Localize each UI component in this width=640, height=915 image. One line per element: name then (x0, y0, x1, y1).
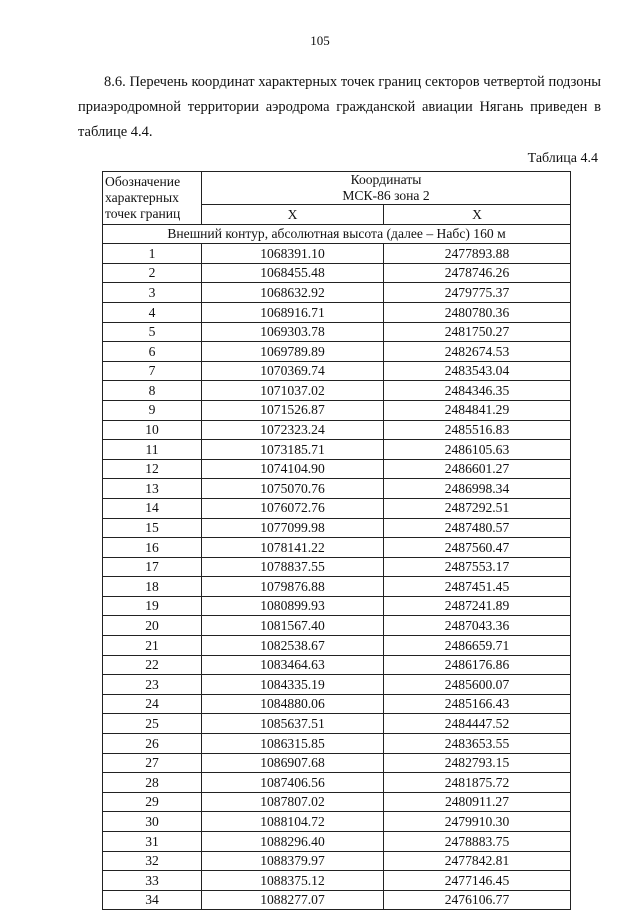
intro-paragraph: 8.6. Перечень координат характерных точек границ секторов четвертой подзоны приаэродромной территории аэродрома гражданской авиации Нягань приведен в таблице 4.4. (78, 74, 601, 140)
table-row (103, 420, 571, 440)
table-row (103, 283, 571, 303)
point-number-cell: 17 (103, 557, 202, 577)
point-number-cell: 22 (103, 655, 202, 675)
coord-x-cell: 1069789.89 (202, 342, 384, 362)
table-row (103, 322, 571, 342)
coord-x-cell: 1088277.07 (202, 890, 384, 910)
table-row (103, 694, 571, 714)
coord-x-cell: 1080899.93 (202, 596, 384, 616)
coord-y-cell: 2482793.15 (384, 753, 571, 773)
point-number-cell: 5 (103, 322, 202, 342)
coord-y-cell: 2484841.29 (384, 400, 571, 420)
table-row (103, 381, 571, 401)
coord-x-cell: 1072323.24 (202, 420, 384, 440)
point-number-cell: 18 (103, 577, 202, 597)
table-row (103, 577, 571, 597)
table-row (103, 890, 571, 910)
coord-x-cell: 1079876.88 (202, 577, 384, 597)
coord-y-cell: 2486659.71 (384, 636, 571, 656)
table-row (103, 812, 571, 832)
coord-x-cell: 1074104.90 (202, 459, 384, 479)
coord-x-cell: 1082538.67 (202, 636, 384, 656)
table-row (103, 479, 571, 499)
coord-y-cell: 2484346.35 (384, 381, 571, 401)
point-header-line1: Обозначение (105, 173, 181, 189)
table-caption: Таблица 4.4 (527, 151, 598, 166)
table-row (103, 734, 571, 754)
coord-y-cell: 2483653.55 (384, 734, 571, 754)
point-number-cell: 21 (103, 636, 202, 656)
point-number-cell: 12 (103, 459, 202, 479)
table-row (103, 773, 571, 793)
point-number-cell: 30 (103, 812, 202, 832)
coord-x-cell: 1088296.40 (202, 832, 384, 852)
point-header-line3: точек границ (105, 205, 181, 221)
point-number-cell: 16 (103, 538, 202, 558)
coord-y-cell: 2487241.89 (384, 596, 571, 616)
coord-y-cell: 2487043.36 (384, 616, 571, 636)
coord-x-cell: 1069303.78 (202, 322, 384, 342)
table-row (103, 518, 571, 538)
coord-x-cell: 1075070.76 (202, 479, 384, 499)
point-number-cell: 33 (103, 871, 202, 891)
table-row (103, 616, 571, 636)
table-row (103, 342, 571, 362)
coords-header-line2: МСК-86 зона 2 (342, 188, 430, 203)
table-row (103, 538, 571, 558)
coord-y-cell: 2487560.47 (384, 538, 571, 558)
table-row (103, 596, 571, 616)
table-row (103, 459, 571, 479)
coord-x-cell: 1068455.48 (202, 263, 384, 283)
table-row (103, 871, 571, 891)
table-row (103, 440, 571, 460)
coords-header-cell (202, 172, 571, 205)
coord-y-cell: 2487480.57 (384, 518, 571, 538)
coord-x-cell: 1084335.19 (202, 675, 384, 695)
point-number-cell: 26 (103, 734, 202, 754)
point-number-cell: 24 (103, 694, 202, 714)
coord-y-cell: 2485516.83 (384, 420, 571, 440)
coord-x-cell: 1085637.51 (202, 714, 384, 734)
coord-x-cell: 1078141.22 (202, 538, 384, 558)
table-row (103, 832, 571, 852)
coordinates-table (102, 171, 571, 910)
table-row (103, 302, 571, 322)
point-number-cell: 8 (103, 381, 202, 401)
table-header-row (103, 172, 571, 205)
point-header-cell (103, 172, 202, 225)
table-row (103, 400, 571, 420)
point-number-cell: 29 (103, 792, 202, 812)
axis-x-header: X (202, 205, 384, 225)
point-number-cell: 25 (103, 714, 202, 734)
point-header-line2: характерных (105, 189, 179, 205)
point-number-cell: 31 (103, 832, 202, 852)
table-row (103, 557, 571, 577)
table-row (103, 498, 571, 518)
coord-y-cell: 2477842.81 (384, 851, 571, 871)
table-row (103, 792, 571, 812)
point-number-cell: 13 (103, 479, 202, 499)
coord-y-cell: 2481750.27 (384, 322, 571, 342)
coord-x-cell: 1087807.02 (202, 792, 384, 812)
coord-y-cell: 2478883.75 (384, 832, 571, 852)
coord-y-cell: 2485600.07 (384, 675, 571, 695)
coord-y-cell: 2480911.27 (384, 792, 571, 812)
point-number-cell: 7 (103, 361, 202, 381)
coord-y-cell: 2486105.63 (384, 440, 571, 460)
coord-x-cell: 1084880.06 (202, 694, 384, 714)
table-row (103, 244, 571, 264)
coord-x-cell: 1068391.10 (202, 244, 384, 264)
point-number-cell: 27 (103, 753, 202, 773)
table-row (103, 753, 571, 773)
coord-x-cell: 1068632.92 (202, 283, 384, 303)
coord-x-cell: 1071037.02 (202, 381, 384, 401)
point-number-cell: 15 (103, 518, 202, 538)
coord-y-cell: 2485166.43 (384, 694, 571, 714)
table-row (103, 361, 571, 381)
coord-x-cell: 1088104.72 (202, 812, 384, 832)
point-number-cell: 4 (103, 302, 202, 322)
table-row (103, 263, 571, 283)
coord-x-cell: 1078837.55 (202, 557, 384, 577)
coord-x-cell: 1088375.12 (202, 871, 384, 891)
coord-y-cell: 2487292.51 (384, 498, 571, 518)
page-number: 105 (310, 33, 330, 48)
point-number-cell: 1 (103, 244, 202, 264)
coord-y-cell: 2486601.27 (384, 459, 571, 479)
point-number-cell: 10 (103, 420, 202, 440)
section-title: Внешний контур, абсолютная высота (далее – Набс) 160 м (103, 224, 571, 244)
coord-x-cell: 1081567.40 (202, 616, 384, 636)
table-row (103, 851, 571, 871)
coord-y-cell: 2487451.45 (384, 577, 571, 597)
point-number-cell: 6 (103, 342, 202, 362)
point-number-cell: 3 (103, 283, 202, 303)
point-number-cell: 23 (103, 675, 202, 695)
table-row (103, 655, 571, 675)
point-number-cell: 14 (103, 498, 202, 518)
coord-x-cell: 1088379.97 (202, 851, 384, 871)
point-number-cell: 2 (103, 263, 202, 283)
coord-y-cell: 2486176.86 (384, 655, 571, 675)
coord-y-cell: 2477893.88 (384, 244, 571, 264)
table-row (103, 636, 571, 656)
coord-x-cell: 1083464.63 (202, 655, 384, 675)
coord-y-cell: 2480780.36 (384, 302, 571, 322)
axis-y-header: X (384, 205, 571, 225)
coord-y-cell: 2483543.04 (384, 361, 571, 381)
coord-y-cell: 2479775.37 (384, 283, 571, 303)
coord-y-cell: 2486998.34 (384, 479, 571, 499)
coords-header-line1: Координаты (350, 172, 422, 187)
coord-y-cell: 2482674.53 (384, 342, 571, 362)
coord-y-cell: 2487553.17 (384, 557, 571, 577)
coord-x-cell: 1071526.87 (202, 400, 384, 420)
coord-y-cell: 2477146.45 (384, 871, 571, 891)
point-number-cell: 9 (103, 400, 202, 420)
point-number-cell: 11 (103, 440, 202, 460)
point-number-cell: 34 (103, 890, 202, 910)
coord-x-cell: 1086907.68 (202, 753, 384, 773)
coord-y-cell: 2476106.77 (384, 890, 571, 910)
point-number-cell: 20 (103, 616, 202, 636)
table-row (103, 675, 571, 695)
coord-x-cell: 1077099.98 (202, 518, 384, 538)
coord-y-cell: 2484447.52 (384, 714, 571, 734)
coord-x-cell: 1070369.74 (202, 361, 384, 381)
coord-y-cell: 2479910.30 (384, 812, 571, 832)
coord-x-cell: 1087406.56 (202, 773, 384, 793)
point-number-cell: 28 (103, 773, 202, 793)
coord-x-cell: 1086315.85 (202, 734, 384, 754)
coord-y-cell: 2481875.72 (384, 773, 571, 793)
coord-x-cell: 1076072.76 (202, 498, 384, 518)
coord-x-cell: 1068916.71 (202, 302, 384, 322)
point-number-cell: 19 (103, 596, 202, 616)
coord-x-cell: 1073185.71 (202, 440, 384, 460)
table-row (103, 714, 571, 734)
section-row (103, 224, 571, 244)
coord-y-cell: 2478746.26 (384, 263, 571, 283)
point-number-cell: 32 (103, 851, 202, 871)
